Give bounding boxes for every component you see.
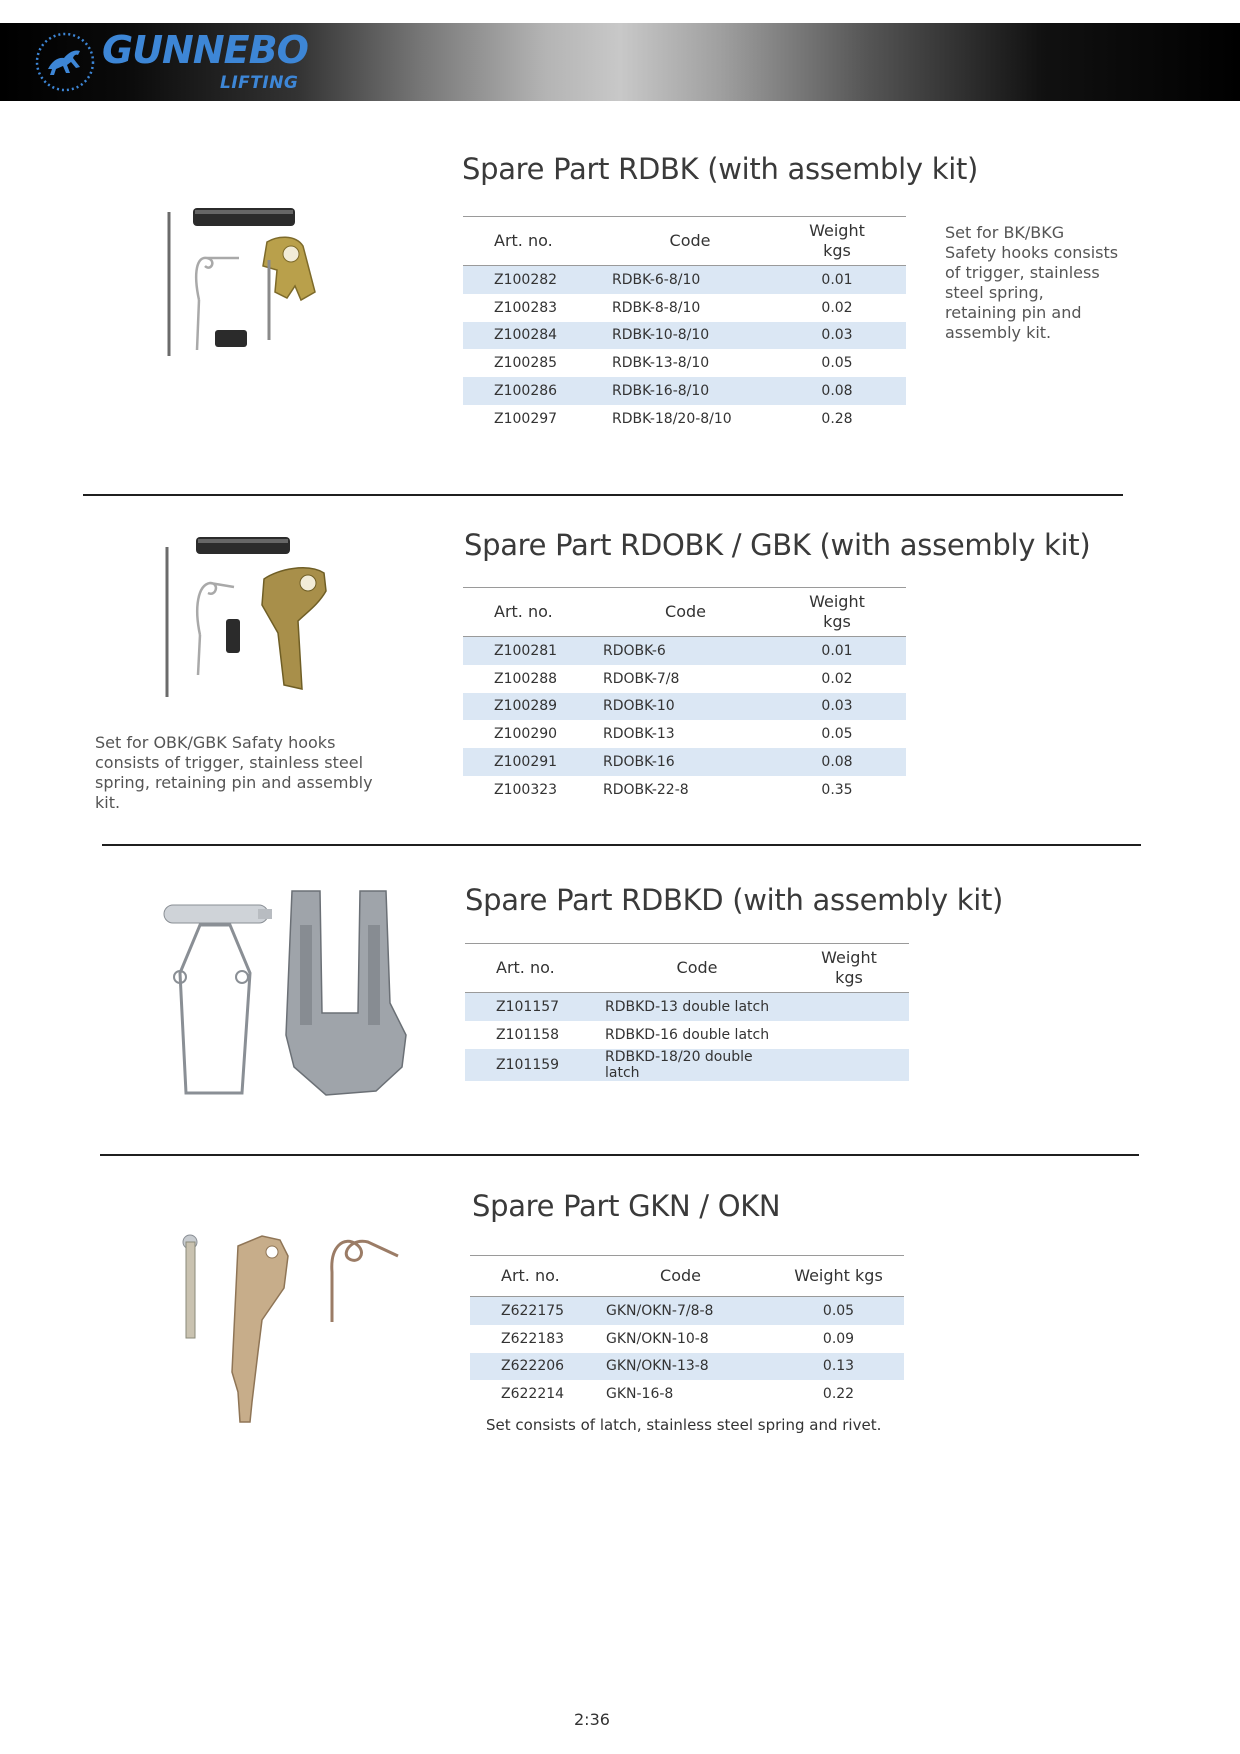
table-rdbkd: [465, 943, 909, 1081]
cell-weight: 0.05: [773, 1297, 904, 1325]
cell-code: RDBK-13-8/10: [612, 355, 710, 372]
col-header-code: Code: [605, 944, 789, 993]
section-divider: [83, 494, 1123, 496]
table-gkn: [470, 1255, 904, 1408]
table-row: [463, 377, 906, 405]
cell-art: Z622214: [501, 1386, 565, 1403]
cell-art: Z100286: [463, 377, 612, 405]
table-row: [470, 1380, 904, 1408]
cell-art: Z100288: [494, 670, 558, 687]
section-divider: [102, 844, 1141, 846]
section-divider: [100, 1154, 1139, 1156]
header-banner: [0, 23, 1240, 101]
rdobk-description: Set for OBK/GBK Safaty hooks consists of trigger, stainless steel spring, retaining pin and assembly kit.: [95, 733, 373, 812]
weight-unit: kgs: [835, 968, 863, 987]
col-header-code: Code: [612, 217, 768, 266]
cell-weight: 0.01: [768, 266, 906, 294]
table-row: [463, 665, 906, 693]
cell-weight: 0.03: [768, 693, 906, 721]
cell-code: RDOBK-10: [603, 693, 768, 721]
cell-weight: 0.05: [821, 726, 853, 743]
col-header-code: Code: [588, 1256, 773, 1297]
cell-art: Z100283: [494, 299, 558, 316]
table-row: [465, 1049, 909, 1081]
cell-art: Z101158: [496, 1026, 560, 1043]
col-header-weight: [768, 588, 906, 637]
cell-code: RDBK-10-8/10: [612, 322, 768, 350]
col-header-weight: [789, 944, 909, 993]
table-row: [463, 637, 906, 665]
cell-code: GKN/OKN-10-8: [606, 1330, 709, 1347]
cell-weight: 0.35: [821, 781, 853, 798]
cell-weight: 0.13: [773, 1353, 904, 1381]
horse-emblem-icon: [34, 31, 96, 93]
cell-weight: [789, 1021, 909, 1049]
rdbkd-parts-image: [160, 885, 410, 1105]
cell-code: RDBK-16-8/10: [612, 377, 768, 405]
cell-weight: 0.08: [768, 377, 906, 405]
weight-unit: kgs: [823, 241, 851, 260]
weight-label: Weight: [809, 592, 865, 611]
cell-code: RDBK-8-8/10: [612, 299, 701, 316]
col-header-weight: [768, 217, 906, 266]
brand-logo-text: GUNNEBO: [102, 28, 308, 72]
col-header-weight: Weight kgs: [773, 1256, 904, 1297]
table-row: [470, 1297, 904, 1325]
weight-unit: kgs: [823, 612, 851, 631]
table-row: [463, 349, 906, 377]
cell-art: Z100284: [463, 322, 612, 350]
cell-art: Z100281: [463, 637, 603, 665]
cell-art: Z100297: [494, 410, 558, 427]
table-row: [463, 748, 906, 776]
cell-weight: 0.03: [768, 322, 906, 350]
table-row: [463, 405, 906, 433]
cell-art: Z622175: [470, 1297, 588, 1325]
weight-label: Weight: [809, 221, 865, 240]
cell-weight: 0.09: [822, 1330, 855, 1347]
table-row: [465, 1021, 909, 1049]
cell-code: RDOBK-16: [603, 748, 768, 776]
section-title-rdobk: Spare Part RDOBK / GBK (with assembly kit): [464, 528, 1091, 562]
cell-weight: 0.01: [768, 637, 906, 665]
cell-code: RDOBK-7/8: [603, 670, 680, 687]
col-header-code: Code: [603, 588, 768, 637]
table-row: [470, 1353, 904, 1381]
rdbk-parts-image: [155, 200, 360, 365]
section-title-gkn: Spare Part GKN / OKN: [472, 1189, 781, 1223]
cell-weight: 0.05: [821, 355, 853, 372]
cell-code: RDBKD-13 double latch: [605, 993, 789, 1021]
cell-code: RDBK-18/20-8/10: [612, 410, 732, 427]
table-row: [463, 266, 906, 294]
brand-sub-text: LIFTING: [220, 73, 299, 93]
col-header-art: Art. no.: [465, 944, 605, 993]
table-row: [463, 322, 906, 350]
cell-code: GKN/OKN-7/8-8: [588, 1297, 773, 1325]
table-row: [465, 993, 909, 1021]
cell-code: RDOBK-22-8: [603, 781, 689, 798]
table-row: [470, 1325, 904, 1353]
gkn-note: Set consists of latch, stainless steel spring and rivet.: [486, 1416, 882, 1434]
table-row: [463, 294, 906, 322]
cell-weight: [789, 993, 909, 1021]
cell-art: Z101159: [465, 1049, 605, 1081]
cell-code: GKN/OKN-13-8: [588, 1353, 773, 1381]
col-header-art: Art. no.: [463, 588, 603, 637]
gkn-parts-image: [172, 1232, 404, 1427]
cell-code: RDBKD-18/20 double latch: [605, 1049, 789, 1081]
table-row: [463, 776, 906, 804]
table-row: [463, 720, 906, 748]
cell-weight: 0.22: [822, 1386, 855, 1403]
cell-weight: 0.08: [768, 748, 906, 776]
cell-code: GKN-16-8: [606, 1386, 674, 1403]
cell-art: Z622206: [470, 1353, 588, 1381]
cell-art: Z622183: [501, 1330, 565, 1347]
cell-art: Z100291: [463, 748, 603, 776]
cell-art: Z100285: [494, 355, 558, 372]
cell-weight: 0.28: [821, 410, 853, 427]
cell-art: Z100282: [463, 266, 612, 294]
cell-code: RDBKD-16 double latch: [605, 1026, 770, 1043]
rdbk-description: Set for BK/BKG Safety hooks consists of trigger, stainless steel spring, retaining pin and assembly kit.: [945, 223, 1119, 342]
col-header-art: Art. no.: [470, 1256, 588, 1297]
cell-code: RDOBK-6: [603, 637, 768, 665]
section-title-rdbkd: Spare Part RDBKD (with assembly kit): [465, 883, 1004, 917]
cell-art: Z101157: [465, 993, 605, 1021]
page-number: 2:36: [574, 1710, 610, 1729]
weight-label: Weight: [821, 948, 877, 967]
cell-weight: 0.02: [821, 299, 853, 316]
cell-weight: 0.02: [821, 670, 853, 687]
cell-code: RDOBK-13: [603, 726, 675, 743]
section-title-rdbk: Spare Part RDBK (with assembly kit): [462, 152, 979, 186]
cell-code: RDBK-6-8/10: [612, 266, 768, 294]
table-row: [463, 693, 906, 721]
table-rdobk: [463, 587, 906, 804]
cell-art: Z100323: [494, 781, 558, 798]
cell-weight: [789, 1049, 909, 1081]
col-header-art: Art. no.: [463, 217, 612, 266]
cell-art: Z100289: [463, 693, 603, 721]
cell-art: Z100290: [494, 726, 558, 743]
table-rdbk: [463, 216, 906, 433]
rdobk-parts-image: [158, 535, 368, 705]
